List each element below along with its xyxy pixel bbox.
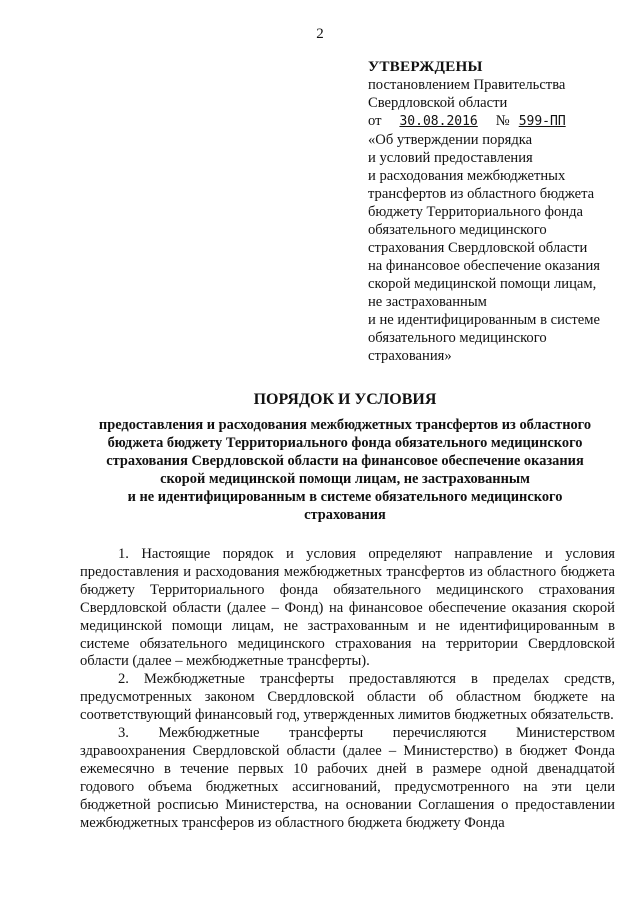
approval-line-1: постановлением Правительства [368,77,566,93]
approval-title-line: «Об утверждении порядка [368,132,533,148]
subtitle-line: страхования [304,507,386,523]
number-prefix: № [495,113,510,129]
subtitle-line: бюджета бюджету Территориального фонда обязательного медицинского [107,435,583,451]
approval-date-line [368,112,630,131]
approval-number: 599-ПП [518,114,566,129]
approval-title-line: и расходования межбюджетных [368,168,566,184]
approval-title-line: бюджету Территориального фонда [368,204,584,220]
paragraph-1: 1. Настоящие порядок и условия определяют направление и условия предоставления и расходования межбюджетных трансфертов из областного бюджета бюджету Территориального фонда обязательного медицинского страхования Свердловской области (далее – Фонд) на финансовое обеспечение оказания скорой медицинской помощи лицам, не застрахованным и не идентифицированным в системе обязательного медицинского страхования на территории Свердловской области (далее – межбюджетные трансферты). [80,546,615,670]
approval-heading: УТВЕРЖДЕНЫ [368,58,483,75]
approval-title-line: страхования» [368,348,452,364]
approval-title-line: и условий предоставления [368,150,533,166]
subtitle-line: скорой медицинской помощи лицам, не застрахованным [160,471,530,487]
subtitle-line: страхования Свердловской области на финансовое обеспечение оказания [106,453,584,469]
approval-line-2: Свердловской области [368,95,508,111]
approval-title-line: скорой медицинской помощи лицам, [368,276,597,292]
approval-date: 30.08.2016 [399,114,478,129]
approval-block [368,58,630,365]
approval-title-line: обязательного медицинского [368,222,547,238]
approval-title-line: на финансовое обеспечение оказания [368,258,601,274]
approval-title-line: трансфертов из областного бюджета [368,186,595,202]
subtitle-line: и не идентифицированным в системе обязательного медицинского [127,489,563,505]
document-title: ПОРЯДОК И УСЛОВИЯ [253,391,437,408]
paragraph-3: 3. Межбюджетные трансферты перечисляются Министерством здравоохранения Свердловской области (далее – Министерство) в бюджет Фонда ежемесячно в течение первых 10 рабочих дней в размере одной двенадцатой годового объема бюджетных ассигнований, предусмотренного на эти цели бюджетной росписью Министерства, на основании Соглашения о предоставлении межбюджетных трансферов из областного бюджета бюджету Фонда [80,725,615,831]
approval-title-line: страхования Свердловской области [368,240,588,256]
approval-title-line: обязательного медицинского [368,330,547,346]
approval-title-line: и не идентифицированным в системе [368,312,600,328]
page-number: 2 [316,26,324,42]
paragraph-2: 2. Межбюджетные трансферты предоставляются в пределах средств, предусмотренных законом Свердловской области об областном бюджете на соответствующий финансовый год, утвержденных лимитов бюджетных обязательств. [80,671,615,724]
date-prefix: от [368,113,382,129]
document-body [80,546,615,833]
subtitle-line: предоставления и расходования межбюджетных трансфертов из областного [98,417,592,433]
document-title-block [80,390,610,524]
approval-title-line: не застрахованным [368,294,487,310]
